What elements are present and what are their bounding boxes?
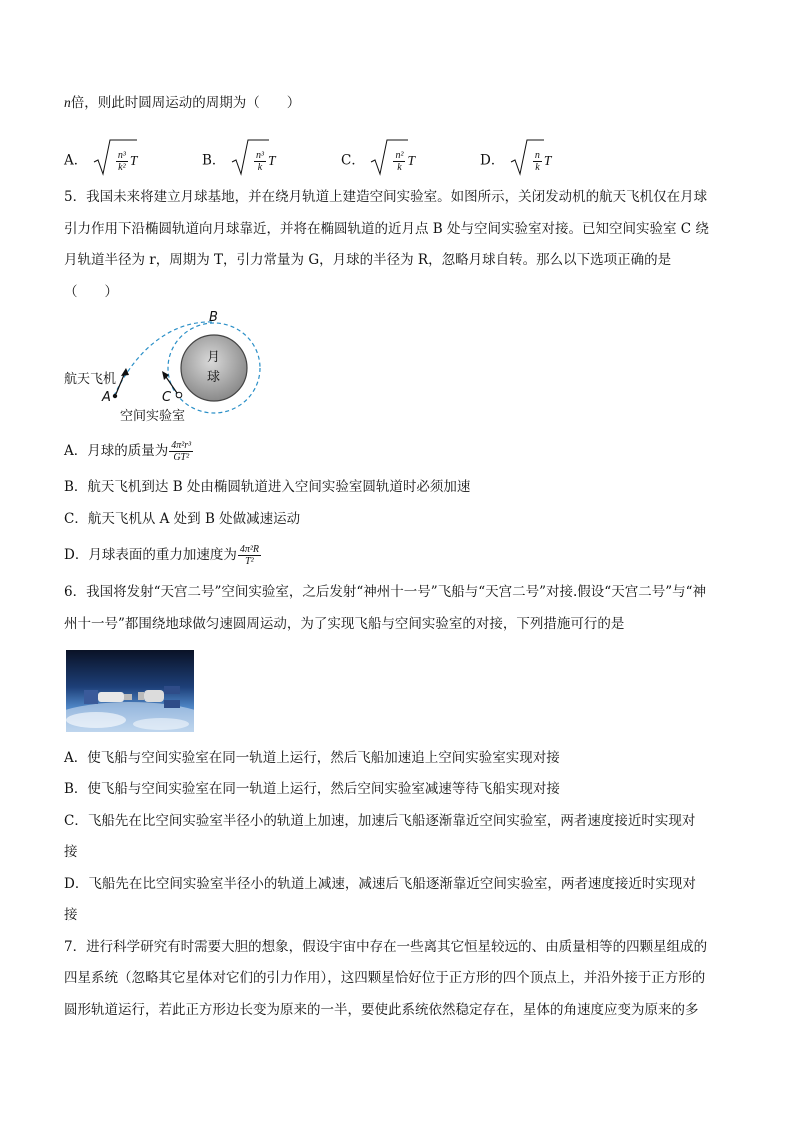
q6-option-c-cont: 接 — [64, 844, 78, 860]
option-text: 月球的质量为 — [87, 443, 169, 459]
denominator: k² — [118, 161, 126, 173]
q5-stem-line-4: （ ） — [64, 284, 118, 300]
q4-option-d[interactable] — [480, 138, 551, 184]
numerator: n² — [395, 149, 404, 161]
denominator: k — [535, 161, 540, 173]
moon-label-2: 球 — [207, 370, 221, 385]
space-station-photo — [66, 650, 194, 732]
numerator: n — [534, 149, 540, 161]
period-T: T — [129, 152, 138, 168]
option-text: 航天飞机从 A 处到 B 处做减速运动 — [87, 511, 301, 527]
q6-stem-line-2: 州十一号”都围绕地球做匀速圆周运动，为了实现飞船与空间实验室的对接，下列措施可行的是 — [64, 616, 625, 632]
numerator: 4π²R — [239, 544, 259, 555]
moon-label-1: 月 — [207, 350, 221, 365]
option-label: A． — [64, 443, 88, 459]
lab-label: 空间实验室 — [120, 409, 186, 424]
q4-stem — [64, 93, 300, 113]
option-text: 飞船先在比空间实验室半径小的轨道上加速，加速后飞船逐渐靠近空间实验室，两者速度接近时实现对 — [87, 813, 696, 829]
denominator: GT² — [173, 452, 190, 463]
q5-option-c[interactable] — [64, 509, 300, 529]
option-label: D． — [64, 547, 89, 563]
option-label: D． — [64, 876, 89, 892]
q6-option-d[interactable] — [64, 874, 696, 894]
denominator: k — [257, 161, 263, 173]
option-text: 使飞船与空间实验室在同一轨道上运行，然后飞船加速追上空间实验室实现对接 — [87, 750, 560, 766]
q5-stem-line-1: 5．我国未来将建立月球基地，并在绕月轨道上建造空间实验室。如图所示，关闭发动机的航天飞机仅在月球 — [64, 189, 708, 205]
q6-option-d-cont: 接 — [64, 907, 78, 923]
q6-option-c[interactable] — [64, 811, 695, 831]
q7-stem-line-2: 四星系统（忽略其它星体对它们的引力作用），这四颗星恰好位于正方形的四个顶点上，并沿外接于正方形的 — [64, 970, 706, 986]
q5a-fraction — [169, 440, 193, 463]
option-label: B． — [64, 479, 88, 495]
point-a — [113, 394, 117, 398]
q4-var-n: n — [64, 95, 71, 110]
option-text: 飞船先在比空间实验室半径小的轨道上减速，减速后飞船逐渐靠近空间实验室，两者速度接近时实现对 — [88, 876, 696, 892]
q5-option-b[interactable] — [64, 477, 470, 497]
numerator: n³ — [256, 149, 265, 161]
orbit-diagram — [64, 308, 274, 424]
q6-option-a[interactable] — [64, 748, 560, 768]
period-T: T — [268, 152, 276, 168]
option-label: B． — [64, 781, 88, 797]
q4a-fraction — [116, 150, 128, 173]
option-label: C． — [64, 813, 88, 829]
q4-option-b[interactable] — [202, 138, 276, 184]
q7-stem-line-1: 7．进行科学研究有时需要大胆的想象，假设宇宙中存在一些离其它恒星较远的、由质量相等的四颗星组成的 — [64, 939, 708, 955]
period-T: T — [407, 152, 415, 168]
period-T: T — [543, 152, 552, 168]
option-text: 航天飞机到达 B 处由椭圆轨道进入空间实验室圆轨道时必须加速 — [87, 479, 471, 495]
point-c — [176, 392, 182, 398]
q4d-fraction — [533, 150, 542, 173]
denominator: T² — [245, 556, 254, 567]
option-label: D． — [480, 152, 505, 169]
q5d-fraction — [238, 544, 261, 567]
shuttle-arrow-head — [121, 368, 129, 376]
denominator: k — [397, 161, 402, 173]
label-a: A — [102, 390, 111, 405]
option-label: C． — [341, 152, 365, 169]
q4-option-a[interactable] — [64, 138, 137, 184]
option-label: A． — [64, 152, 88, 169]
numerator: n³ — [117, 149, 126, 161]
option-label: A． — [64, 750, 88, 766]
q4c-fraction — [393, 150, 405, 173]
option-label: C． — [64, 511, 88, 527]
q6-option-b[interactable] — [64, 779, 560, 799]
option-text: 月球表面的重力加速度为 — [88, 547, 237, 563]
q6-stem-line-1: 6．我国将发射“天宫二号”空间实验室，之后发射“神州十一号”飞船与“天宫二号”对接.假设“天宫二号”与“神 — [64, 584, 706, 600]
lab-arrow-head — [162, 371, 169, 380]
option-label: B． — [202, 152, 226, 169]
q5-stem-line-3: 月轨道半径为 r，周期为 T，引力常量为 G，月球的半径为 R，忽略月球自转。那么以下选项正确的是 — [64, 252, 672, 268]
numerator: 4π²r³ — [171, 440, 192, 451]
q5-option-d[interactable] — [64, 544, 261, 567]
option-text: 使飞船与空间实验室在同一轨道上运行，然后空间实验室减速等待飞船实现对接 — [87, 781, 560, 797]
label-b: B — [209, 310, 218, 325]
q5-stem-line-2: 引力作用下沿椭圆轨道向月球靠近，并将在椭圆轨道的近月点 B 处与空间实验室对接。已知空间实验室 C 绕 — [64, 221, 709, 237]
q4b-fraction — [254, 150, 266, 173]
q4-option-c[interactable] — [341, 138, 415, 184]
q4-stem-text: 倍，则此时圆周运动的周期为（ ） — [70, 95, 301, 111]
shuttle-label: 航天飞机 — [64, 372, 117, 387]
q5-option-a[interactable] — [64, 440, 193, 463]
q7-stem-line-3: 圆形轨道运行，若此正方形边长变为原来的一半，要使此系统依然稳定存在，星体的角速度应变为原来的多 — [64, 1002, 699, 1018]
label-c: C — [162, 390, 172, 405]
